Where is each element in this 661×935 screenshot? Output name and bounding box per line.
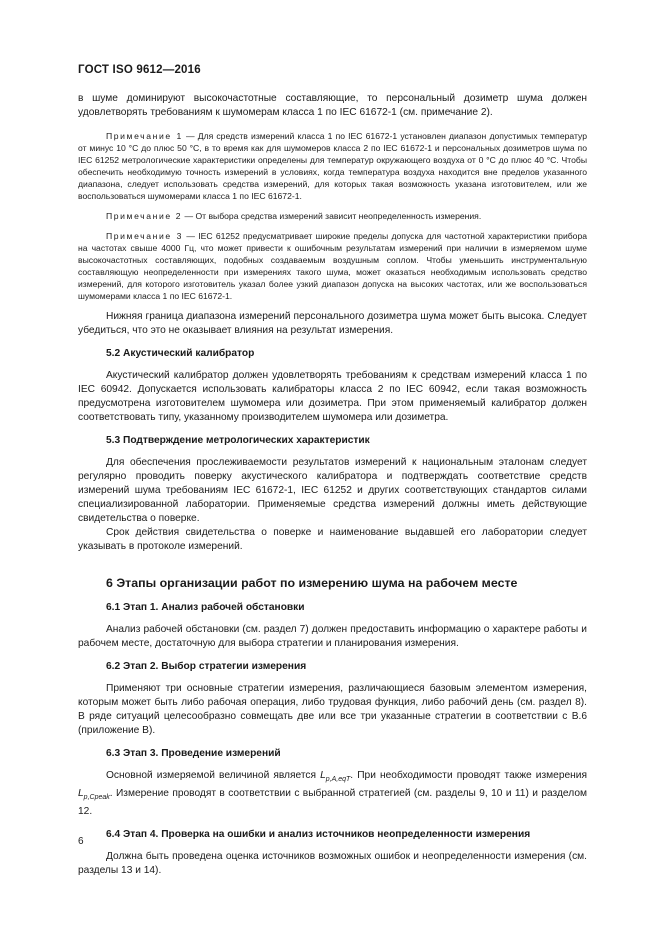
note-2: [78, 210, 587, 222]
paragraph: Применяют три основные стратегии измерения, различающиеся базовым элементом измерения, которым может быть либо рабочая операция, либо трудовая функция, либо рабочий день (см. раздел 8). В ряде ситуаций целесообразно совмещать две или все три указанные стратегии в соответствии с В.6 (приложение В).: [78, 683, 587, 736]
section-heading-6-3: 6.3 Этап 3. Проведение измерений: [106, 748, 281, 759]
symbol-subscript: p,Cpeak: [83, 794, 110, 802]
note-text: — От выбора средства измерений зависит неопределенность измерения.: [182, 211, 482, 221]
text-run: Основной измеряемой величиной является: [106, 770, 321, 781]
note-text: — IEC 61252 предусматривает широкие пределы допуска для частотной характеристики прибора на частотах свыше 4000 Гц, что может привести к ошибочным результатам измерений при наличии в измеряемом шуме высокочастотных составляющих, подобных создаваемым воздушным соплом. Чтобы уменьшить инструментальную составляющую неопределенности при измерениях такого шума, может оказаться необходимым использовать средство измерений, для которого изготовитель указал более узкий диапазон допуска на высоких частотах, или же воспользоваться шумомерами класса 1 по IEC 61672-1.: [78, 231, 588, 301]
note-1: [78, 130, 587, 202]
symbol: L: [78, 788, 84, 800]
section-heading-5-2: 5.2 Акустический калибратор: [106, 348, 255, 359]
note-label: Примечание 2: [106, 211, 183, 221]
paragraph: в шуме доминируют высокочастотные составляющие, то персональный дозиметр шума должен удовлетворять требованиям к шумомерам класса 1 по IEC 61672-1 (см. примечание 2).: [78, 93, 587, 118]
paragraph: Анализ рабочей обстановки (см. раздел 7) должен предоставить информацию о характере работы и рабочем месте, достаточную для выбора стратегии и планирования измерения.: [78, 624, 587, 649]
page-number: 6: [78, 836, 84, 847]
paragraph: Для обеспечения прослеживаемости результатов измерений к национальным эталонам следует регулярно проводить поверку акустического калибратора и подтверждать соответствие средств измерений шума требованиям IEC 61672-1, IEC 61252 и других соответствующих стандартов силами специализированной лаборатории. Применяемые средства измерений должны иметь действующие свидетельства о поверке.: [78, 457, 587, 524]
paragraph: Нижняя граница диапазона измерений персонального дозиметра шума может быть высока. Следует убедиться, что это не оказывает влияния на результат измерения.: [78, 311, 587, 336]
paragraph: [78, 769, 587, 819]
note-label: Примечание 1: [106, 131, 183, 141]
section-heading-5-3: 5.3 Подтверждение метрологических характеристик: [106, 435, 370, 446]
note-3: [78, 230, 587, 302]
symbol-subscript: p,A,eqT: [325, 776, 351, 784]
paragraph: Должна быть проведена оценка источников возможных ошибок и неопределенности измерения (см. разделы 13 и 14).: [78, 851, 587, 877]
section-heading-6-1: 6.1 Этап 1. Анализ рабочей обстановки: [106, 602, 305, 613]
paragraph: Срок действия свидетельства о поверке и наименование выдавшей его лаборатории следует указывать в протоколе измерений.: [78, 527, 587, 552]
note-text: — Для средств измерений класса 1 по IEC 61672-1 установлен диапазон допустимых температур от минус 10 °С до плюс 50 °С, в то время как для шумомеров класса 2 по IEC 61672-1 и персональных дозиметров шума по IEC 61252 метрологические характеристики определены для температур окружающего воздуха от 0 °С до плюс 40 °С. Чтобы обеспечить необходимую точность измерений в условиях, когда температура воздуха находится вне пределов указанного диапазона, следует использовать средства измерений, для которых такая возможность указана изготовителем, или же воспользоваться шумомерами класса 1 по IEC 61672-1.: [78, 131, 587, 201]
section-heading-6-4: 6.4 Этап 4. Проверка на ошибки и анализ источников неопределенности измерения: [106, 829, 531, 841]
symbol: L: [320, 770, 326, 781]
text-run: . Измерение проводят в соответствии с выбранной стратегией (см. разделы 9, 10 и 11) и разделом 12.: [78, 788, 587, 818]
paragraph: Акустический калибратор должен удовлетворять требованиям к средствам измерений класса 1 по IEC 60942. Допускается использовать калибраторы класса 2 по IEC 60942, если такая возможность предусмотрена изготовителем шумомера или дозиметра. При этом применяемый калибратор должен соответствовать типу, указанному производителем шумомера или дозиметра.: [78, 370, 587, 423]
document-header: ГОСТ ISO 9612—2016: [78, 64, 201, 76]
section-heading-6: 6 Этапы организации работ по измерению шума на рабочем месте: [106, 576, 518, 590]
text-run: . При необходимости проводят также измерения: [350, 770, 587, 781]
section-heading-6-2: 6.2 Этап 2. Выбор стратегии измерения: [106, 661, 307, 672]
note-label: Примечание 3: [106, 231, 184, 241]
